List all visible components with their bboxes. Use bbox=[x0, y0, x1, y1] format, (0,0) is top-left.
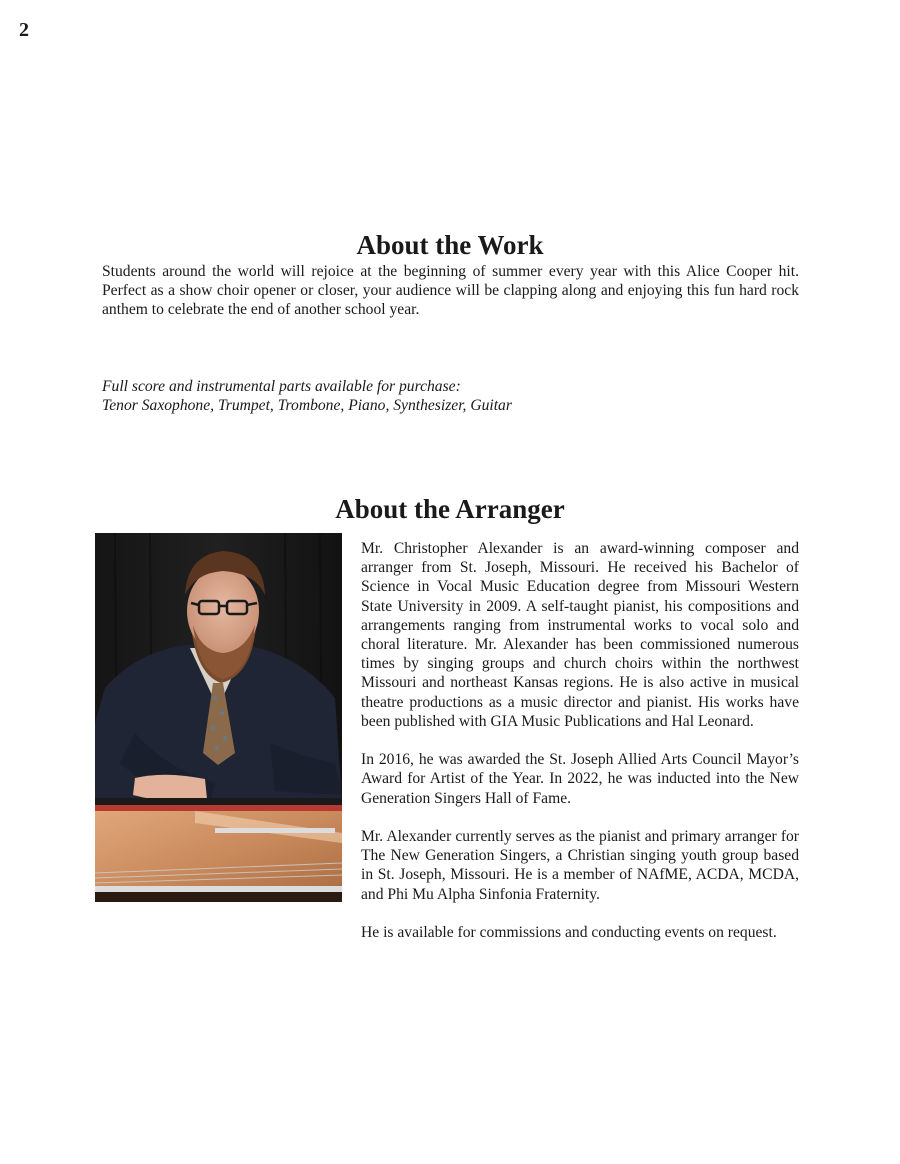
arranger-bio bbox=[361, 539, 799, 961]
parts-list: Tenor Saxophone, Trumpet, Trombone, Piano, Synthesizer, Guitar bbox=[102, 397, 512, 415]
bio-paragraph: He is available for commissions and conducting events on request. bbox=[361, 924, 777, 942]
parts-heading: Full score and instrumental parts available for purchase: bbox=[102, 378, 461, 395]
about-work-title: About the Work bbox=[356, 230, 544, 260]
bio-paragraph: Mr. Christopher Alexander is an award-winning composer and arranger from St. Joseph, Missouri. He received his Bachelor of Science in Vocal Music Education degree from Missouri Western State University in 2009. A self-taught pianist, his compositions and arrangements ranging from instrumental works to vocal solo and choral literature. Mr. Alexander has been commissioned numerous times by singing groups and church choirs within the northwest Missouri and northeast Kansas regions. He is also active in musical theatre productions as a music director and pianist. His works have been published with GIA Music Publications and Hal Leonard. bbox=[361, 540, 799, 730]
arranger-photo bbox=[95, 533, 342, 902]
parts-availability bbox=[102, 377, 799, 415]
bio-paragraph: Mr. Alexander currently serves as the pianist and primary arranger for The New Generation Singers, a Christian singing youth group based in St. Joseph, Missouri. He is a member of NAfME, ACDA, MCDA, and Phi Mu Alpha Sinfonia Fraternity. bbox=[361, 828, 799, 903]
page-number: 2 bbox=[19, 19, 29, 41]
about-arranger-title: About the Arranger bbox=[335, 494, 565, 524]
bio-paragraph: In 2016, he was awarded the St. Joseph Allied Arts Council Mayor’s Award for Artist of the Year. In 2022, he was inducted into the New Generation Singers Hall of Fame. bbox=[361, 751, 799, 807]
about-work-body: Students around the world will rejoice at the beginning of summer every year with this Alice Cooper hit. Perfect as a show choir opener or closer, your audience will be clapping along and enjoying this fun hard rock anthem to celebrate the end of another school year. bbox=[102, 263, 799, 319]
